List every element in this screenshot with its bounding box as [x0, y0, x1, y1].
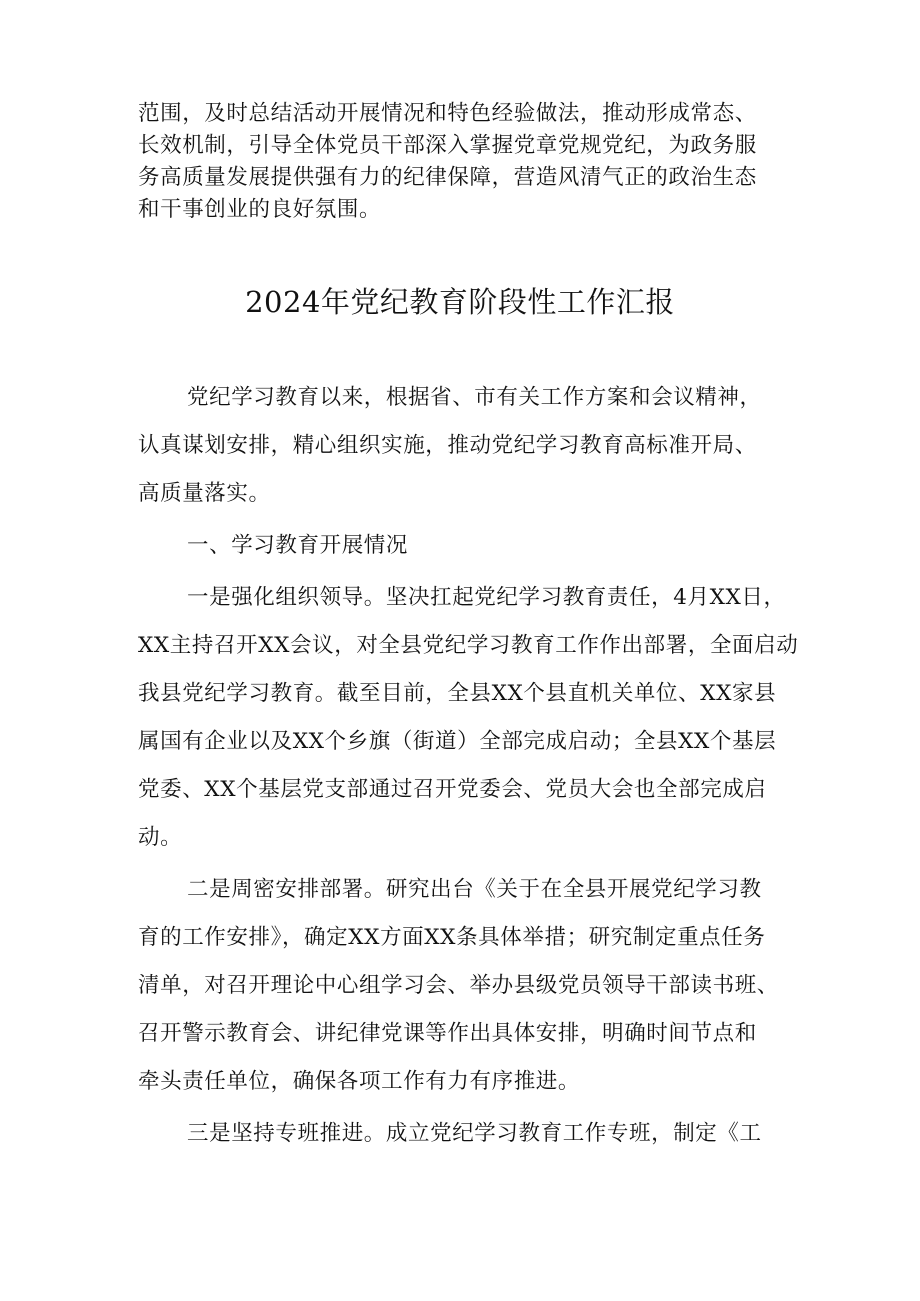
paragraph-line: XX主持召开XX会议，对全县党纪学习教育工作作出部署，全面启动 [138, 633, 799, 658]
paragraph-line: 我县党纪学习教育。截至目前，全县XX个县直机关单位、XX家县 [138, 681, 777, 706]
section-heading: 一、学习教育开展情况 [187, 533, 409, 558]
paragraph-line: 动。 [138, 825, 183, 850]
text-line: 长效机制，引导全体党员干部深入掌握党章党规党纪，为政务服 [138, 133, 757, 158]
intro-paragraph-line: 党纪学习教育以来，根据省、市有关工作方案和会议精神， [187, 385, 762, 410]
report-body [138, 374, 798, 1158]
paragraph-line: 三是坚持专班推进。成立党纪学习教育工作专班，制定《工 [187, 1121, 762, 1146]
text-line: 和干事创业的良好氛围。 [138, 197, 382, 222]
text-line: 务高质量发展提供强有力的纪律保障，营造风清气正的政治生态 [138, 165, 757, 190]
intro-paragraph-line: 高质量落实。 [138, 481, 271, 506]
paragraph-line: 召开警示教育会、讲纪律党课等作出具体安排，明确时间节点和 [138, 1021, 757, 1046]
paragraph-line: 一是强化组织领导。坚决扛起党纪学习教育责任，4月XX日， [187, 585, 786, 610]
previous-section-paragraph [138, 98, 798, 226]
intro-paragraph-line: 认真谋划安排，精心组织实施，推动党纪学习教育高标准开局、 [138, 433, 757, 458]
text-line: 范围，及时总结活动开展情况和特色经验做法，推动形成常态、 [138, 101, 757, 126]
paragraph-line: 属国有企业以及XX个乡旗（街道）全部完成启动；全县XX个基层 [138, 729, 777, 754]
paragraph-line: 党委、XX个基层党支部通过召开党委会、党员大会也全部完成启 [138, 777, 767, 802]
paragraph-line: 清单，对召开理论中心组学习会、举办县级党员领导干部读书班、 [138, 973, 779, 998]
document-title: 2024年党纪教育阶段性工作汇报 [245, 285, 675, 319]
paragraph-line: 牵头责任单位，确保各项工作有力有序推进。 [138, 1069, 581, 1094]
paragraph-line: 二是周密安排部署。研究出台《关于在全县开展党纪学习教 [187, 877, 762, 902]
paragraph-line: 育的工作安排》，确定XX方面XX条具体举措；研究制定重点任务 [138, 925, 766, 950]
